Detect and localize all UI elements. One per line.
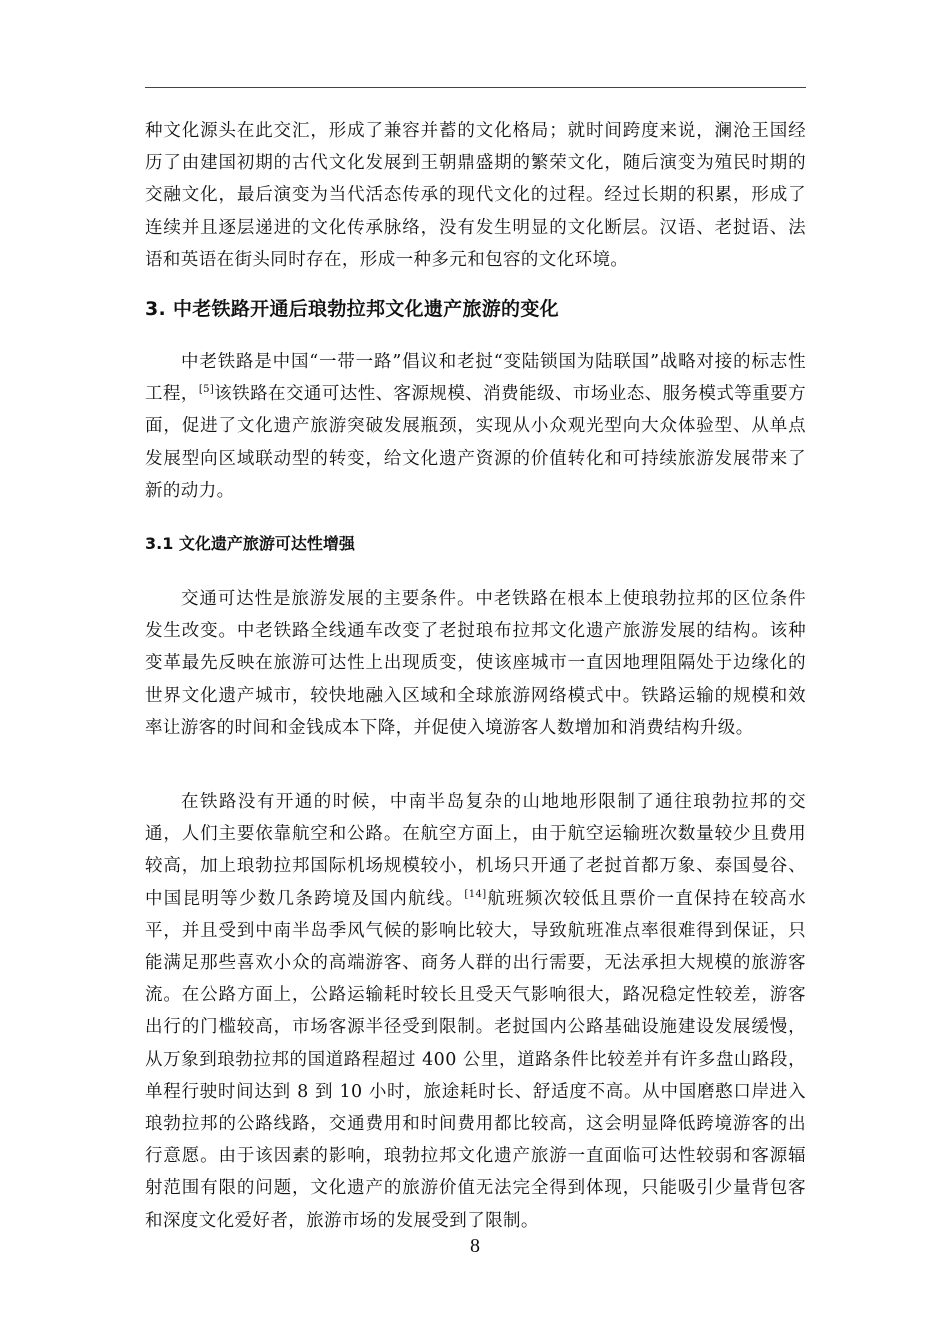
section-3-text-a: 中老铁路是中国“一带一路”倡议和老挝“变陆锁国为陆联国”战略对接的标志性工程， [145, 352, 806, 405]
section-3-paragraph [145, 346, 806, 507]
citation-ref-5[interactable]: [5] [198, 384, 215, 396]
subsection-3-1-paragraph-2 [145, 786, 806, 1237]
intro-paragraph: 种文化源头在此交汇，形成了兼容并蓄的文化格局；就时间跨度来说，澜沧王国经历了由建国初期的古代文化发展到王朝鼎盛期的繁荣文化，随后演变为殖民时期的交融文化，最后演变为当代活态传承的现代文化的过程。经过长期的积累，形成了连续并且逐层递进的文化传承脉络，没有发生明显的文化断层。汉语、老挝语、法语和英语在街头同时存在，形成一种多元和包容的文化环境。 [145, 121, 806, 270]
header-rule [145, 87, 806, 88]
paragraph-2-text-a: 在铁路没有开通的时候，中南半岛复杂的山地地形限制了通往琅勃拉邦的交通，人们主要依靠航空和公路。在航空方面上，由于航空运输班次数量较少且费用较高，加上琅勃拉邦国际机场规模较小，机场只开通了老挝首都万象、泰国曼谷、中国昆明等少数几条跨境及国内航线。 [145, 792, 806, 909]
section-heading-3: 3. 中老铁路开通后琅勃拉邦文化遗产旅游的变化 [145, 298, 559, 320]
subsection-heading-3-1: 3.1 文化遗产旅游可达性增强 [145, 534, 355, 553]
section-3-text-b: 该铁路在交通可达性、客源规模、消费能级、市场业态、服务模式等重要方面，促进了文化遗产旅游突破发展瓶颈，实现从小众观光型向大众体验型、从单点发展型向区域联动型的转变，给文化遗产资源的价值转化和可持续旅游发展带来了新的动力。 [145, 384, 807, 501]
subsection-3-1-paragraph-1: 交通可达性是旅游发展的主要条件。中老铁路在根本上使琅勃拉邦的区位条件发生改变。中老铁路全线通车改变了老挝琅布拉邦文化遗产旅游发展的结构。该种变革最先反映在旅游可达性上出现质变，使该座城市一直因地理阻隔处于边缘化的世界文化遗产城市，较快地融入区域和全球旅游网络模式中。铁路运输的规模和效率让游客的时间和金钱成本下降，并促使入境游客人数增加和消费结构升级。 [145, 589, 806, 738]
page-number: 8 [470, 1235, 480, 1257]
citation-ref-14[interactable]: [14] [464, 888, 487, 900]
paragraph-2-text-b: 航班频次较低且票价一直保持在较高水平，并且受到中南半岛季风气候的影响比较大，导致航班准点率很难得到保证，只能满足那些喜欢小众的高端游客、商务人群的出行需要，无法承担大规模的旅游客流。在公路方面上，公路运输耗时较长且受天气影响很大，路况稳定性较差，游客出行的门槛较高，市场客源半径受到限制。老挝国内公路基础设施建设发展缓慢，从万象到琅勃拉邦的国道路程超过 400 公里，道路条件比较差并有许多盘山路段，单程行驶时间达到 8 到 10 小时，旅途耗时长、舒适度不高。从中国磨憨口岸进入琅勃拉邦的公路线路，交通费用和时间费用都比较高，这会明显降低跨境游客的出行意愿。由于该因素的影响，琅勃拉邦文化遗产旅游一直面临可达性较弱和客源辐射范围有限的问题，文化遗产的旅游价值无法完全得到体现，只能吸引少量背包客和深度文化爱好者，旅游市场的发展受到了限制。 [145, 888, 806, 1231]
